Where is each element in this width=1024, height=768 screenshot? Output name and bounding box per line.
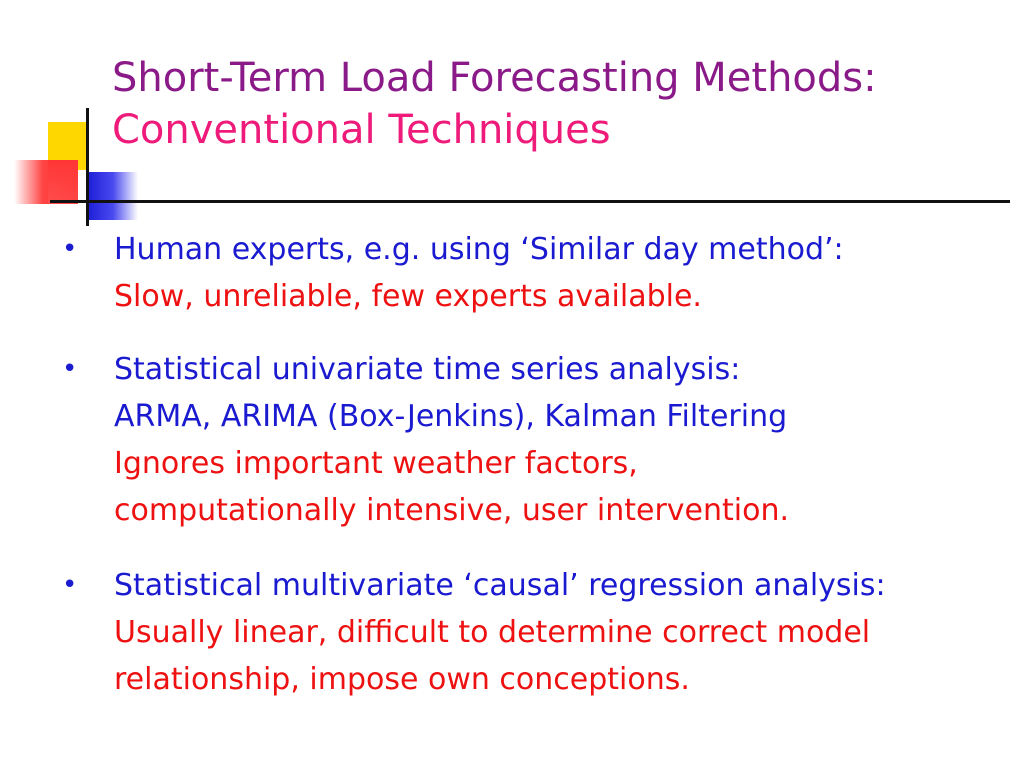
bullet-text — [114, 226, 1014, 320]
title-main: Short-Term Load Forecasting Methods: — [112, 55, 877, 101]
bullet-text — [114, 562, 1014, 703]
bullet-line-blue: Statistical multivariate ‘causal’ regression analysis: — [114, 568, 886, 603]
vertical-divider — [86, 108, 89, 226]
title-subtitle: Conventional Techniques — [112, 107, 611, 153]
bullet-line-red: computationally intensive, user intervention. — [114, 493, 790, 528]
red-square-overlap — [48, 160, 78, 204]
bullet-line-blue: ARMA, ARIMA (Box-Jenkins), Kalman Filtering — [114, 399, 788, 434]
bullet-icon: • — [62, 570, 78, 600]
slide-title — [112, 52, 1012, 156]
title-underline — [50, 200, 1010, 203]
bullet-text — [114, 346, 1014, 534]
bullet-icon: • — [62, 354, 78, 384]
bullet-line-blue: Human experts, e.g. using ‘Similar day method’: — [114, 232, 844, 267]
blue-square — [88, 172, 138, 220]
bullet-line-blue: Statistical univariate time series analysis: — [114, 352, 741, 387]
bullet-line-red: Slow, unreliable, few experts available. — [114, 279, 702, 314]
bullet-line-red: Ignores important weather factors, — [114, 446, 638, 481]
bullet-icon: • — [62, 234, 78, 264]
bullet-line-red: Usually linear, difficult to determine correct model — [114, 615, 871, 650]
bullet-line-red: relationship, impose own conceptions. — [114, 662, 690, 697]
